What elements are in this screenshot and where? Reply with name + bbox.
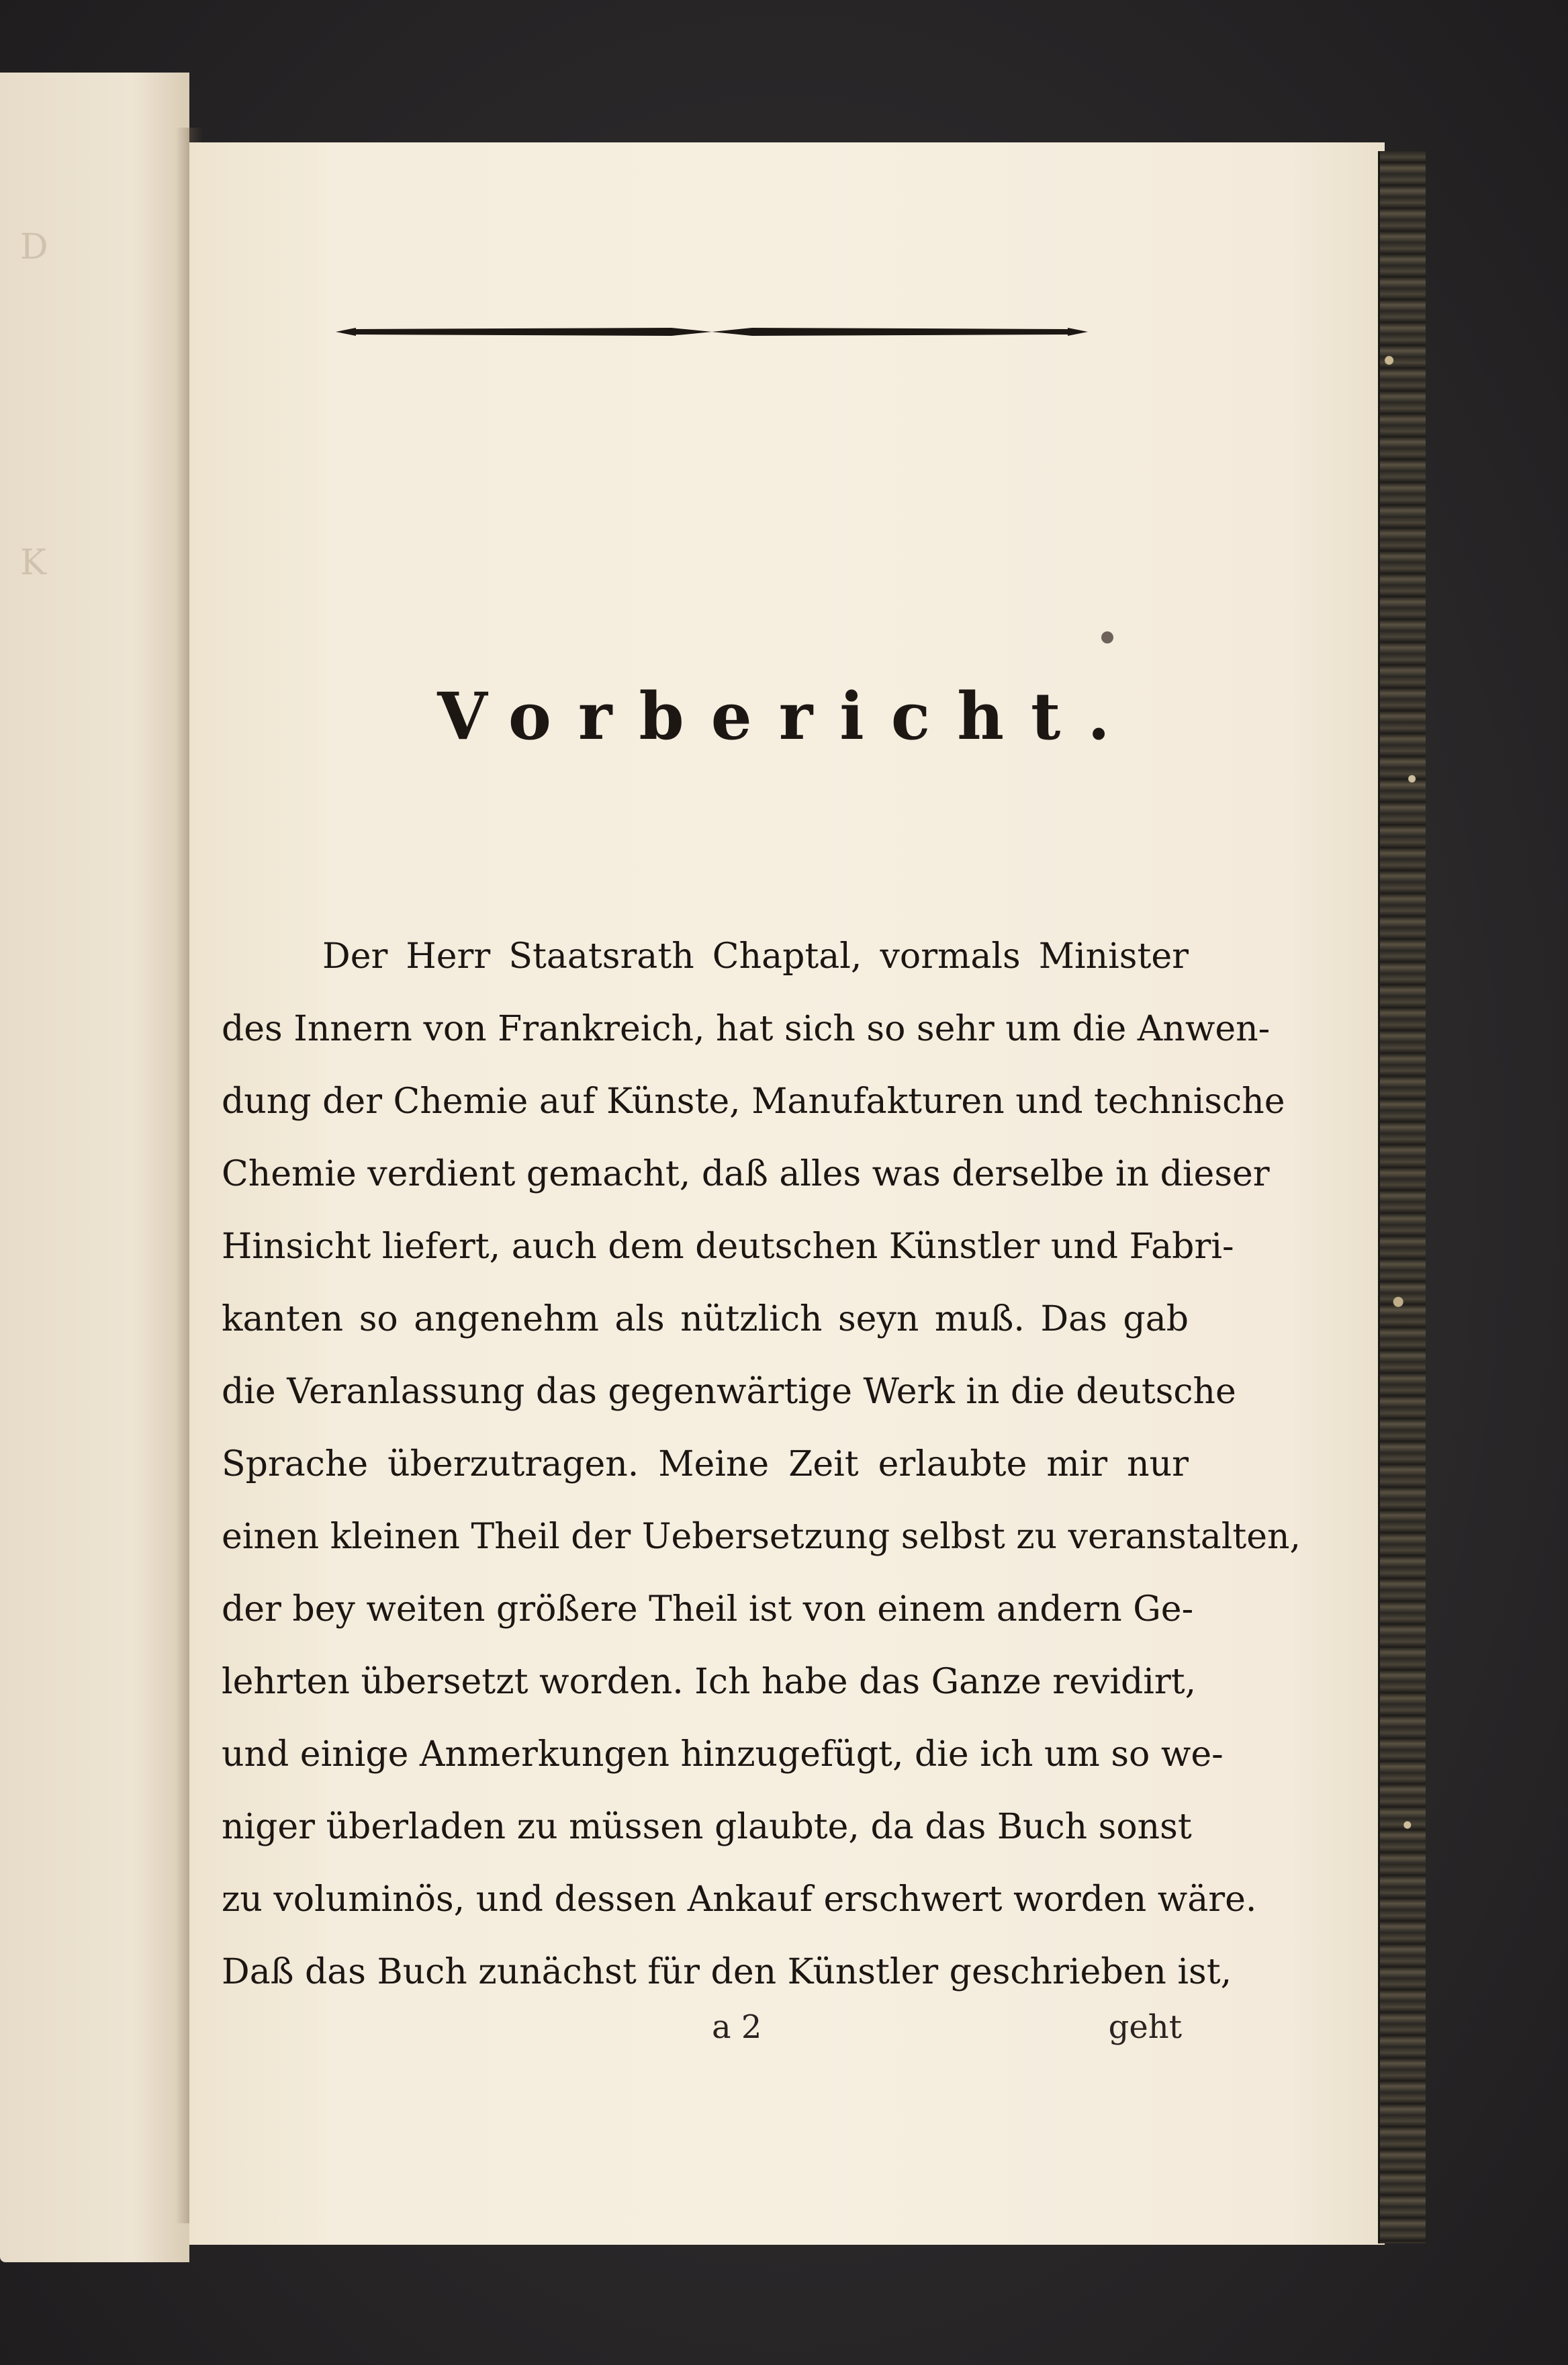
ornament-bar-left bbox=[356, 328, 712, 336]
text-line: kanten so angenehm als nützlich seyn muß. Das gab bbox=[222, 1299, 1189, 1339]
text-line: Daß das Buch zunächst für den Künstler geschrieben ist, bbox=[222, 1952, 1232, 1992]
text-line: Chemie verdient gemacht, daß alles was derselbe in dieser bbox=[222, 1154, 1270, 1194]
left-page-show-through: D bbox=[20, 227, 48, 267]
text-line: einen kleinen Theil der Uebersetzung selbst zu veranstalten, bbox=[222, 1517, 1301, 1557]
text-line: lehrten übersetzt worden. Ich habe das Ganze revidirt, bbox=[222, 1662, 1197, 1702]
text-line: und einige Anmerkungen hinzugefügt, die ich um so we- bbox=[222, 1734, 1224, 1775]
signature-mark: a 2 bbox=[712, 2008, 762, 2046]
ornament-left-arrow bbox=[336, 328, 356, 336]
text-line: Sprache überzutragen. Meine Zeit erlaubte mir nur bbox=[222, 1444, 1189, 1484]
text-line: zu voluminös, und dessen Ankauf erschwert worden wäre. bbox=[222, 1879, 1257, 1920]
text-line: Der Herr Staatsrath Chaptal, vormals Minister bbox=[322, 936, 1189, 977]
ornament-right-arrow bbox=[1068, 328, 1088, 336]
header-ornament-rule bbox=[336, 324, 1088, 340]
left-page bbox=[0, 73, 189, 2262]
book-edge bbox=[1378, 151, 1426, 2243]
text-line: Hinsicht liefert, auch dem deutschen Künstler und Fabri- bbox=[222, 1226, 1234, 1267]
text-line: dung der Chemie auf Künste, Manufakturen und technische bbox=[222, 1081, 1285, 1122]
text-line: der bey weiten größere Theil ist von einem andern Ge- bbox=[222, 1589, 1194, 1630]
body-text bbox=[222, 920, 1301, 2008]
ornament-bar-right bbox=[712, 328, 1068, 336]
left-page-show-through: K bbox=[20, 543, 46, 583]
text-line: des Innern von Frankreich, hat sich so sehr um die Anwen- bbox=[222, 1009, 1271, 1049]
text-line: die Veranlassung das gegenwärtige Werk in die deutsche bbox=[222, 1372, 1236, 1412]
page-title: Vorbericht. bbox=[437, 678, 1137, 754]
page-footer bbox=[712, 2008, 1182, 2062]
text-line: niger überladen zu müssen glaubte, da das Buch sonst bbox=[222, 1807, 1192, 1847]
page-dot bbox=[1101, 631, 1113, 643]
catchword: geht bbox=[1108, 2008, 1182, 2046]
